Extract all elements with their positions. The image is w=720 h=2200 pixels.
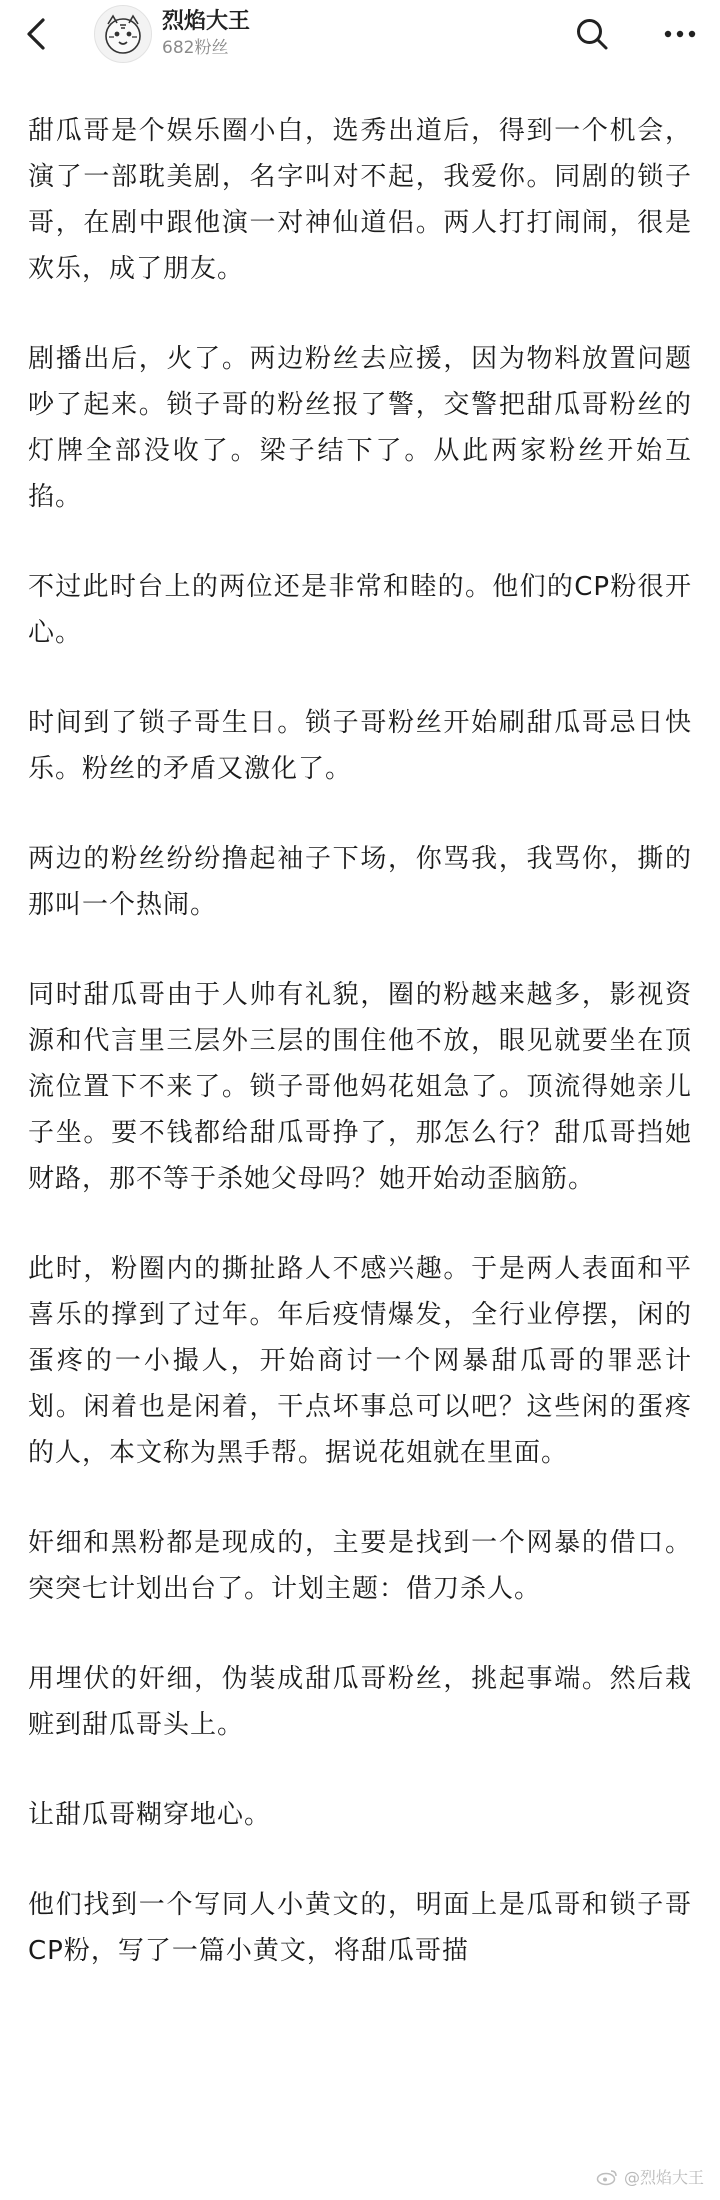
more-button[interactable] (658, 12, 702, 56)
avatar[interactable] (94, 5, 152, 63)
user-name[interactable]: 烈焰大王 (162, 9, 251, 34)
article-paragraph: 同时甜瓜哥由于人帅有礼貌，圈的粉越来越多，影视资源和代言里三层外三层的围住他不放，眼见就要坐在顶流位置下不来了。锁子哥他妈花姐急了。顶流得她亲儿子坐。要不钱都给甜瓜哥挣了，那怎么行？甜瓜哥挡她财路，那不等于杀她父母吗？她开始动歪脑筋。 (28, 980, 692, 1194)
weibo-logo-icon (596, 2168, 618, 2186)
article-paragraph: 两边的粉丝纷纷撸起袖子下场，你骂我，我骂你，撕的那叫一个热闹。 (28, 844, 692, 920)
search-button[interactable] (570, 12, 614, 56)
article-paragraph: 奸细和黑粉都是现成的，主要是找到一个网暴的借口。突突七计划出台了。计划主题：借刀杀人。 (28, 1528, 692, 1604)
user-info[interactable] (162, 8, 250, 60)
article-body (0, 68, 720, 1974)
tiger-avatar-icon (95, 6, 151, 62)
article-paragraph: 让甜瓜哥糊穿地心。 (28, 1800, 272, 1830)
article-paragraph: 用埋伏的奸细，伪装成甜瓜哥粉丝，挑起事端。然后栽赃到甜瓜哥头上。 (28, 1664, 692, 1740)
article-paragraph: 甜瓜哥是个娱乐圈小白，选秀出道后，得到一个机会，演了一部耽美剧，名字叫对不起，我爱你。同剧的锁子哥，在剧中跟他演一对神仙道侣。两人打打闹闹，很是欢乐，成了朋友。 (28, 116, 692, 284)
article-paragraph: 他们找到一个写同人小黄文的，明面上是瓜哥和锁子哥CP粉，写了一篇小黄文，将甜瓜哥描 (28, 1890, 692, 1966)
header-actions (570, 12, 702, 56)
article-paragraph: 时间到了锁子哥生日。锁子哥粉丝开始刷甜瓜哥忌日快乐。粉丝的矛盾又激化了。 (28, 708, 692, 784)
search-icon (575, 17, 609, 51)
back-button[interactable] (14, 12, 58, 56)
chevron-left-icon (25, 17, 47, 51)
article-paragraph: 此时，粉圈内的撕扯路人不感兴趣。于是两人表面和平喜乐的撑到了过年。年后疫情爆发，全行业停摆，闲的蛋疼的一小撮人，开始商讨一个网暴甜瓜哥的罪恶计划。闲着也是闲着，干点坏事总可以吧？这些闲的蛋疼的人，本文称为黑手帮。据说花姐就在里面。 (28, 1254, 692, 1468)
article-paragraph: 不过此时台上的两位还是非常和睦的。他们的CP粉很开心。 (28, 572, 692, 648)
more-horizontal-icon (663, 29, 697, 39)
article-paragraph: 剧播出后，火了。两边粉丝去应援，因为物料放置问题吵了起来。锁子哥的粉丝报了警，交警把甜瓜哥粉丝的灯牌全部没收了。梁子结下了。从此两家粉丝开始互掐。 (28, 344, 692, 512)
follower-count: 682粉丝 (162, 38, 229, 58)
weibo-watermark (596, 2165, 704, 2188)
top-navigation-bar (0, 0, 720, 68)
watermark-text: @烈焰大王 (623, 2168, 704, 2187)
